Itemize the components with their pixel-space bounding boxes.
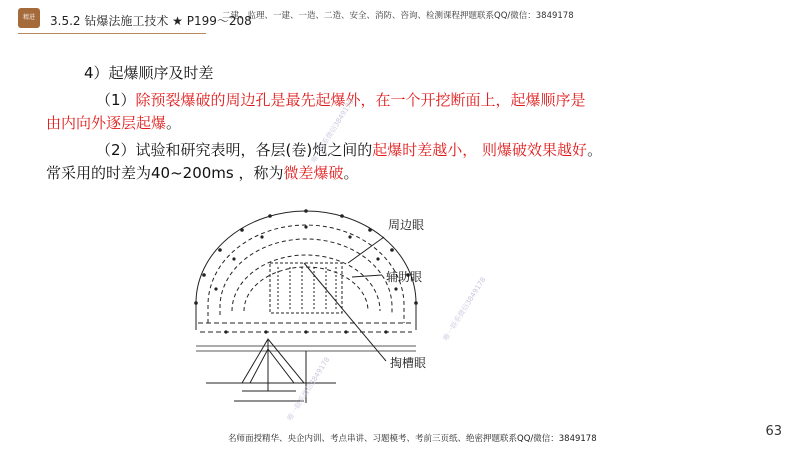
p3-end: 。	[343, 164, 359, 182]
p2-prefix: （2）试验和研究表明，各层(卷)炮之间的	[96, 141, 373, 159]
slide-content	[46, 62, 766, 185]
p3-red: 微差爆破	[283, 164, 344, 182]
p2-end: 。	[587, 141, 603, 159]
p1-red-b: 由内向外逐层起爆	[46, 114, 167, 132]
watermark-2: 唯一联系微信3849178	[441, 275, 488, 343]
paragraph-2-line-2	[46, 162, 766, 185]
paragraph-1-line-2	[46, 112, 766, 135]
p3-prefix: 常采用的时差为40~200ms ，称为	[46, 164, 284, 182]
brand-logo: 精进	[18, 8, 40, 28]
label-perimeter-holes: 周边眼	[388, 218, 425, 232]
p2-red-a: 起爆时差越小，	[372, 141, 478, 159]
blast-hole-diagram	[186, 205, 426, 410]
p1-end: 。	[166, 114, 182, 132]
paragraph-2-line-1	[46, 139, 766, 162]
watermark-3: 唯一联系微信3849178	[285, 355, 332, 423]
p1-red-a: 除预裂爆破的周边孔是最先起爆外，在一个开挖断面上，起爆顺序是	[135, 91, 586, 109]
watermark-1: 唯一联系微信3849178	[309, 97, 356, 165]
label-cut-holes: 掏槽眼	[390, 356, 427, 370]
p1-prefix: （1）	[96, 91, 136, 109]
label-auxiliary-holes: 辅助眼	[386, 270, 423, 284]
section-title: 3.5.2 钻爆法施工技术 ★ P199～208	[50, 14, 252, 28]
perimeter-contour	[196, 211, 416, 330]
page-number: 63	[765, 424, 782, 439]
subheading: 4）起爆顺序及时差	[84, 64, 214, 82]
footer-banner: 名师面授精华、央企内训、考点串讲、习题模考、考前三页纸、绝密押题联系QQ/微信：3849178	[228, 434, 597, 444]
paragraph-1-line-1	[46, 89, 766, 112]
top-banner: 二建、监理、一建、一造、二造、安全、消防、咨询、检测课程押题联系QQ/微信：3849178	[222, 11, 574, 21]
p2-red-b: 则爆破效果越好	[482, 141, 588, 159]
title-underline	[18, 33, 206, 34]
